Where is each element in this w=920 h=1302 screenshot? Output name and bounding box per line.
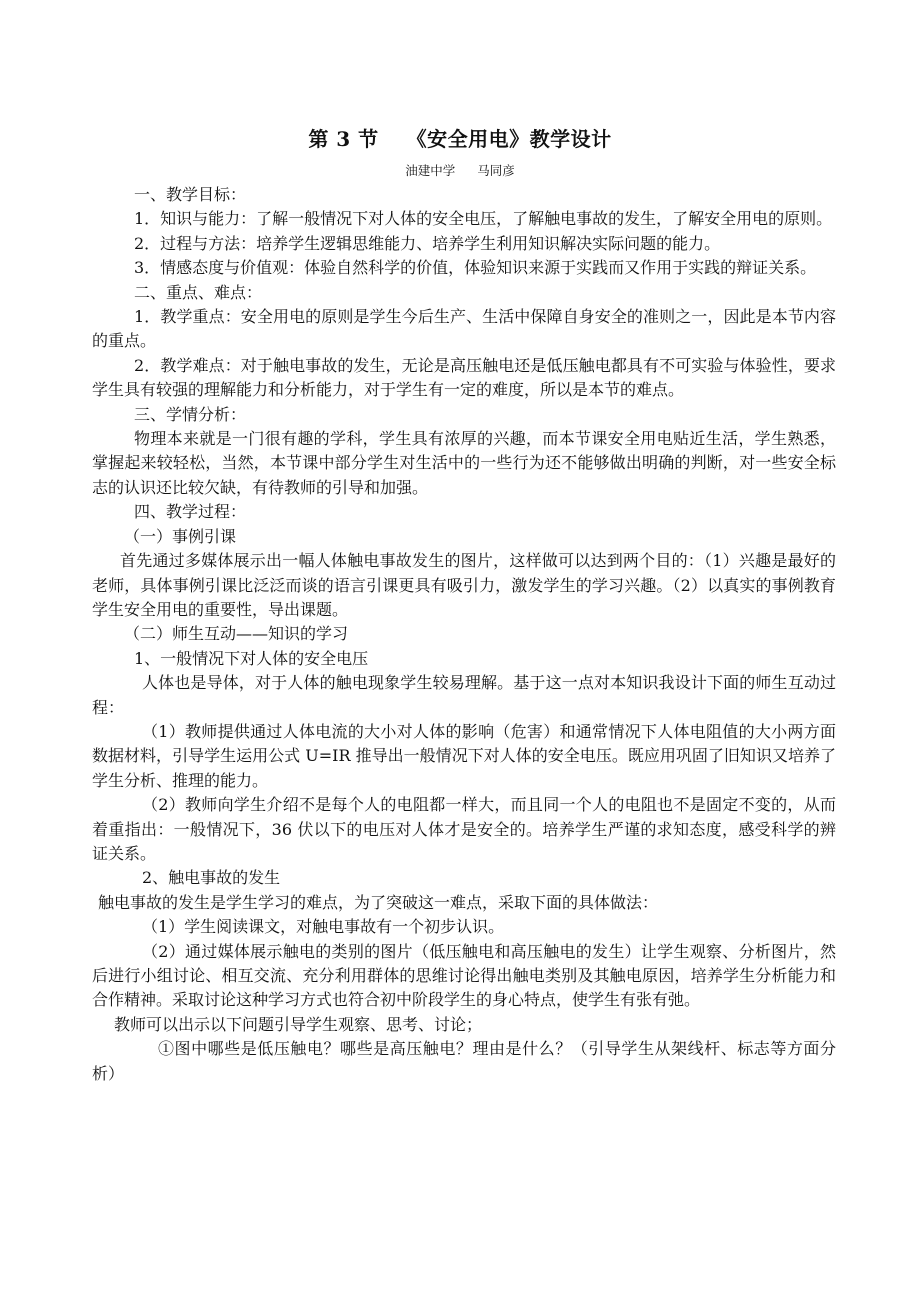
paragraph-body-conductor: 人体也是导体，对于人体的触电现象学生较易理解。基于这一点对本知识我设计下面的师生互动过程： xyxy=(92,673,836,717)
paragraph-objective-process: 2．过程与方法：培养学生逻辑思维能力、培养学生利用知识解决实际问题的能力。 xyxy=(134,233,721,253)
section-heading-learner-analysis: 三、学情分析： xyxy=(134,404,247,424)
section-heading-objectives: 一、教学目标： xyxy=(134,185,247,204)
document-body xyxy=(92,183,836,1086)
subheading-safe-voltage: 1、一般情况下对人体的安全电压 xyxy=(134,648,369,668)
paragraph-teaching-difficulty: 2．教学难点：对于触电事故的发生，无论是高压触电还是低压触电都具有不可实验与体验性，要求学生具有较强的理解能力和分析能力，对于学生有一定的难度，所以是本节的难点。 xyxy=(92,355,836,400)
paragraph-step-media: （2）通过媒体展示触电的类别的图片（低压触电和高压触电的发生）让学生观察、分析图片，然后进行小组讨论、相互交流、充分利用群体的思维讨论得出触电类别及其触电原因，培养学生分析能力和合作精神。采取讨论这种学习方式也符合初中阶段学生的身心特点，使学生有张有弛。 xyxy=(92,941,836,1010)
paragraph-case-introduction: 首先通过多媒体展示出一幅人体触电事故发生的图片，这样做可以达到两个目的：（1）兴趣是最好的老师，具体事例引课比泛泛而谈的语言引课更具有吸引力，激发学生的学习兴趣。（2）以真实的事例教育学生安全用电的重要性，导出课题。 xyxy=(92,551,836,619)
paragraph-step-1-data: （1）教师提供通过人体电流的大小对人体的影响（危害）和通常情况下人体电阻值的大小两方面数据材料，引导学生运用公式 U=IR 推导出一般情况下对人体的安全电压。既应用巩固了旧知识又培养了学生分析、推理的能力。 xyxy=(92,721,836,790)
paragraph-shock-difficulty: 触电事故的发生是学生学习的难点，为了突破这一难点，采取下面的具体做法： xyxy=(98,892,659,912)
paragraph-objective-knowledge: 1．知识与能力：了解一般情况下对人体的安全电压，了解触电事故的发生，了解安全用电的原则。 xyxy=(134,209,833,229)
paragraph-teaching-focus: 1．教学重点：安全用电的原则是学生今后生产、生活中保障自身安全的准则之一，因此是本节内容的重点。 xyxy=(92,307,836,351)
paragraph-objective-attitude: 3．情感态度与价值观：体验自然科学的价值，体验知识来源于实践而又作用于实践的辩证关系。 xyxy=(134,258,817,278)
author-line: 油建中学 马同彦 xyxy=(405,163,515,178)
section-heading-key-points: 二、重点、难点： xyxy=(134,282,263,302)
paragraph-learner-analysis: 物理本来就是一门很有趣的学科，学生具有浓厚的兴趣，而本节课安全用电贴近生活，学生熟悉，掌握起来较轻松，当然，本节课中部分学生对生活中的一些行为还不能够做出明确的判断，对一些安全标志的认识还比较欠缺，有待教师的引导和加强。 xyxy=(92,429,836,497)
paragraph-question-1: ①图中哪些是低压触电？哪些是高压触电？理由是什么？（引导学生从架线杆、标志等方面分析） xyxy=(92,1039,836,1083)
paragraph-step-2-resistance: （2）教师向学生介绍不是每个人的电阻都一样大，而且同一个人的电阻也不是固定不变的，从而着重指出：一般情况下，36 伏以下的电压对人体才是安全的。培养学生严谨的求知态度，感受科学的辨证关系。 xyxy=(92,795,836,863)
subheading-case-introduction: （一）事例引课 xyxy=(124,526,237,546)
section-heading-teaching-process: 四、教学过程： xyxy=(134,502,247,522)
paragraph-teacher-questions: 教师可以出示以下问题引导学生观察、思考、讨论； xyxy=(114,1014,483,1034)
paragraph-step-reading: （1）学生阅读课文，对触电事故有一个初步认识。 xyxy=(142,917,505,937)
document-title: 第 3 节 《安全用电》教学设计 xyxy=(308,127,612,151)
subheading-shock-accidents: 2、触电事故的发生 xyxy=(142,868,281,888)
subheading-interaction: （二）师生互动——知识的学习 xyxy=(124,624,349,644)
